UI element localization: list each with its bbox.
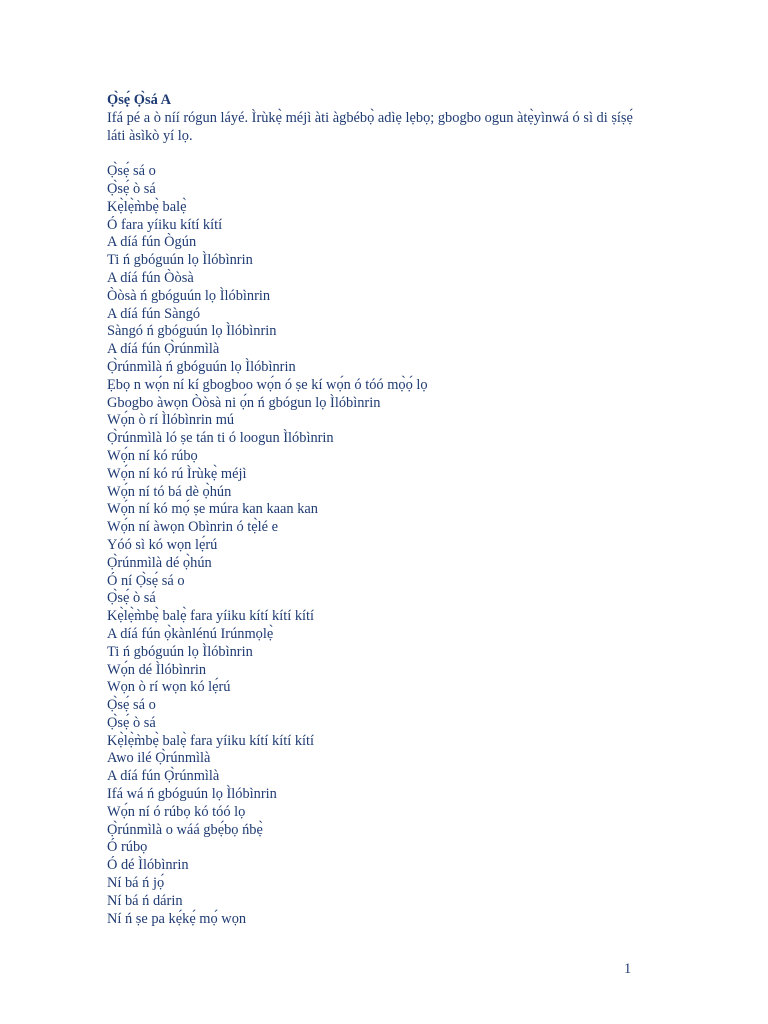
verse-line: Wọ́n ní kó rúbọ [107, 447, 198, 464]
page-number: 1 [624, 961, 632, 977]
verse-line: Ọ̀sẹ́ sá o [107, 697, 156, 714]
verse-line: Ifá wá ń gbóguún lọ Ìlóbìnrin [107, 786, 277, 803]
verse-line: Ẹbọ n wọ́n ní kí gbogboo wọ́n ó ṣe kí wọ́n ó tóó mọ̀ọ́ lọ [107, 376, 428, 393]
verse-line: Wọn ò rí wọn kó lẹ́rú [107, 679, 231, 696]
verse-line: Ọ̀sẹ́ ò sá [107, 180, 156, 197]
verse-line: A díá fún Ògún [107, 234, 197, 251]
verse-line: A díá fún Òòsà [107, 269, 194, 286]
verse-line: Ó rúbọ [107, 839, 148, 856]
verse-line: Sàngó ń gbóguún lọ Ìlóbìnrin [107, 323, 277, 340]
verse-line: Kẹ̀lẹ̀m̀bẹ̀ balẹ̀ [107, 198, 187, 215]
verse-line: Ní ń ṣe pa kẹ́kẹ́ mọ́ wọn [107, 910, 247, 927]
verse-line: Kẹ̀lẹ̀m̀bẹ̀ balẹ̀ fara yíiku kítí kítí kítí [107, 608, 315, 625]
verse-line: Yóó sì kó wọn lẹ́rú [107, 536, 218, 553]
verse-line: A díá fún ọ̀kànlénú Irúnmọlẹ̀ [107, 625, 274, 642]
verse-line: Ọ̀sẹ́ sá o [107, 163, 156, 180]
verse-line: Ó dé Ìlóbìnrin [107, 857, 189, 874]
verse-line: Wọ́n ní ó rúbọ kó tóó lọ [107, 803, 246, 820]
verse-line: Ní bá ń dárin [107, 892, 183, 909]
verse-line: Ọ̀rúnmìlà o wáá gbẹ́bọ ńbẹ̀ [107, 821, 263, 838]
verse-line: Wọ́n ní kó rú Ìrùkẹ̀ méjì [107, 465, 247, 482]
verse-line: Ọ̀rúnmìlà ń gbóguún lọ Ìlóbìnrin [107, 358, 296, 375]
verse-line: Ó fara yíiku kítí kítí [107, 216, 223, 233]
verse-line: Wọ́n ò rí Ìlóbìnrin mú [107, 412, 235, 429]
blank-line [107, 145, 647, 163]
verse-line: Ní bá ń jọ́ [107, 875, 165, 892]
verse-line: Wọ́n ní tó bá dè ọ̀hún [107, 483, 232, 500]
verse-line: Ti ń gbóguún lọ Ìlóbìnrin [107, 643, 253, 660]
verse-line: A díá fún Ọ̀rúnmìlà [107, 768, 220, 785]
verse-line: Kẹ̀lẹ̀m̀bẹ̀ balẹ̀ fara yíiku kítí kítí kítí [107, 732, 315, 749]
verse-line: Wọ́n ní kó mọ́ ṣe múra kan kaan kan [107, 501, 319, 518]
verse-line: Awo ilé Ọ̀rúnmìlà [107, 750, 211, 767]
document-title: Ọ̀sẹ́ Ọ̀sá A [107, 92, 171, 108]
verse-line: Ó ní Ọ̀sẹ́ sá o [107, 572, 185, 589]
verse-line: Ọ̀rúnmìlà ló ṣe tán ti ó loogun Ìlóbìnrin [107, 430, 334, 447]
verse-line: Wọ́n dé Ìlóbìnrin [107, 661, 207, 678]
verse-line: Gbogbo àwọn Òòsà ni ọ́n ń gbógun lọ Ìlóbìnrin [107, 394, 381, 411]
verse-line: Ti ń gbóguún lọ Ìlóbìnrin [107, 252, 253, 269]
verse-line: A díá fún Sàngó [107, 305, 201, 322]
verse-lines [107, 163, 647, 928]
verse-line: A díá fún Ọ̀rúnmìlà [107, 341, 220, 358]
verse-line: Ọ̀sẹ́ ò sá [107, 714, 156, 731]
intro-paragraph: Ifá pé a ò níí rógun láyé. Ìrùkẹ̀ méjì àti àgbébọ̀ adìẹ lẹbọ; gbogbo ogun àtẹ̀yìnwá ó sì di ṣíṣẹ́ láti àsìkò yí lọ. [107, 109, 633, 144]
verse-line: Wọ́n ní àwọn Obìnrin ó tẹ̀lé e [107, 519, 279, 536]
document-body [107, 92, 647, 928]
verse-line: Ọ̀sẹ́ ò sá [107, 590, 156, 607]
verse-line: Ọ̀rúnmìlà dé ọ̀hún [107, 554, 212, 571]
verse-line: Òòsà ń gbóguún lọ Ìlóbìnrin [107, 287, 271, 304]
